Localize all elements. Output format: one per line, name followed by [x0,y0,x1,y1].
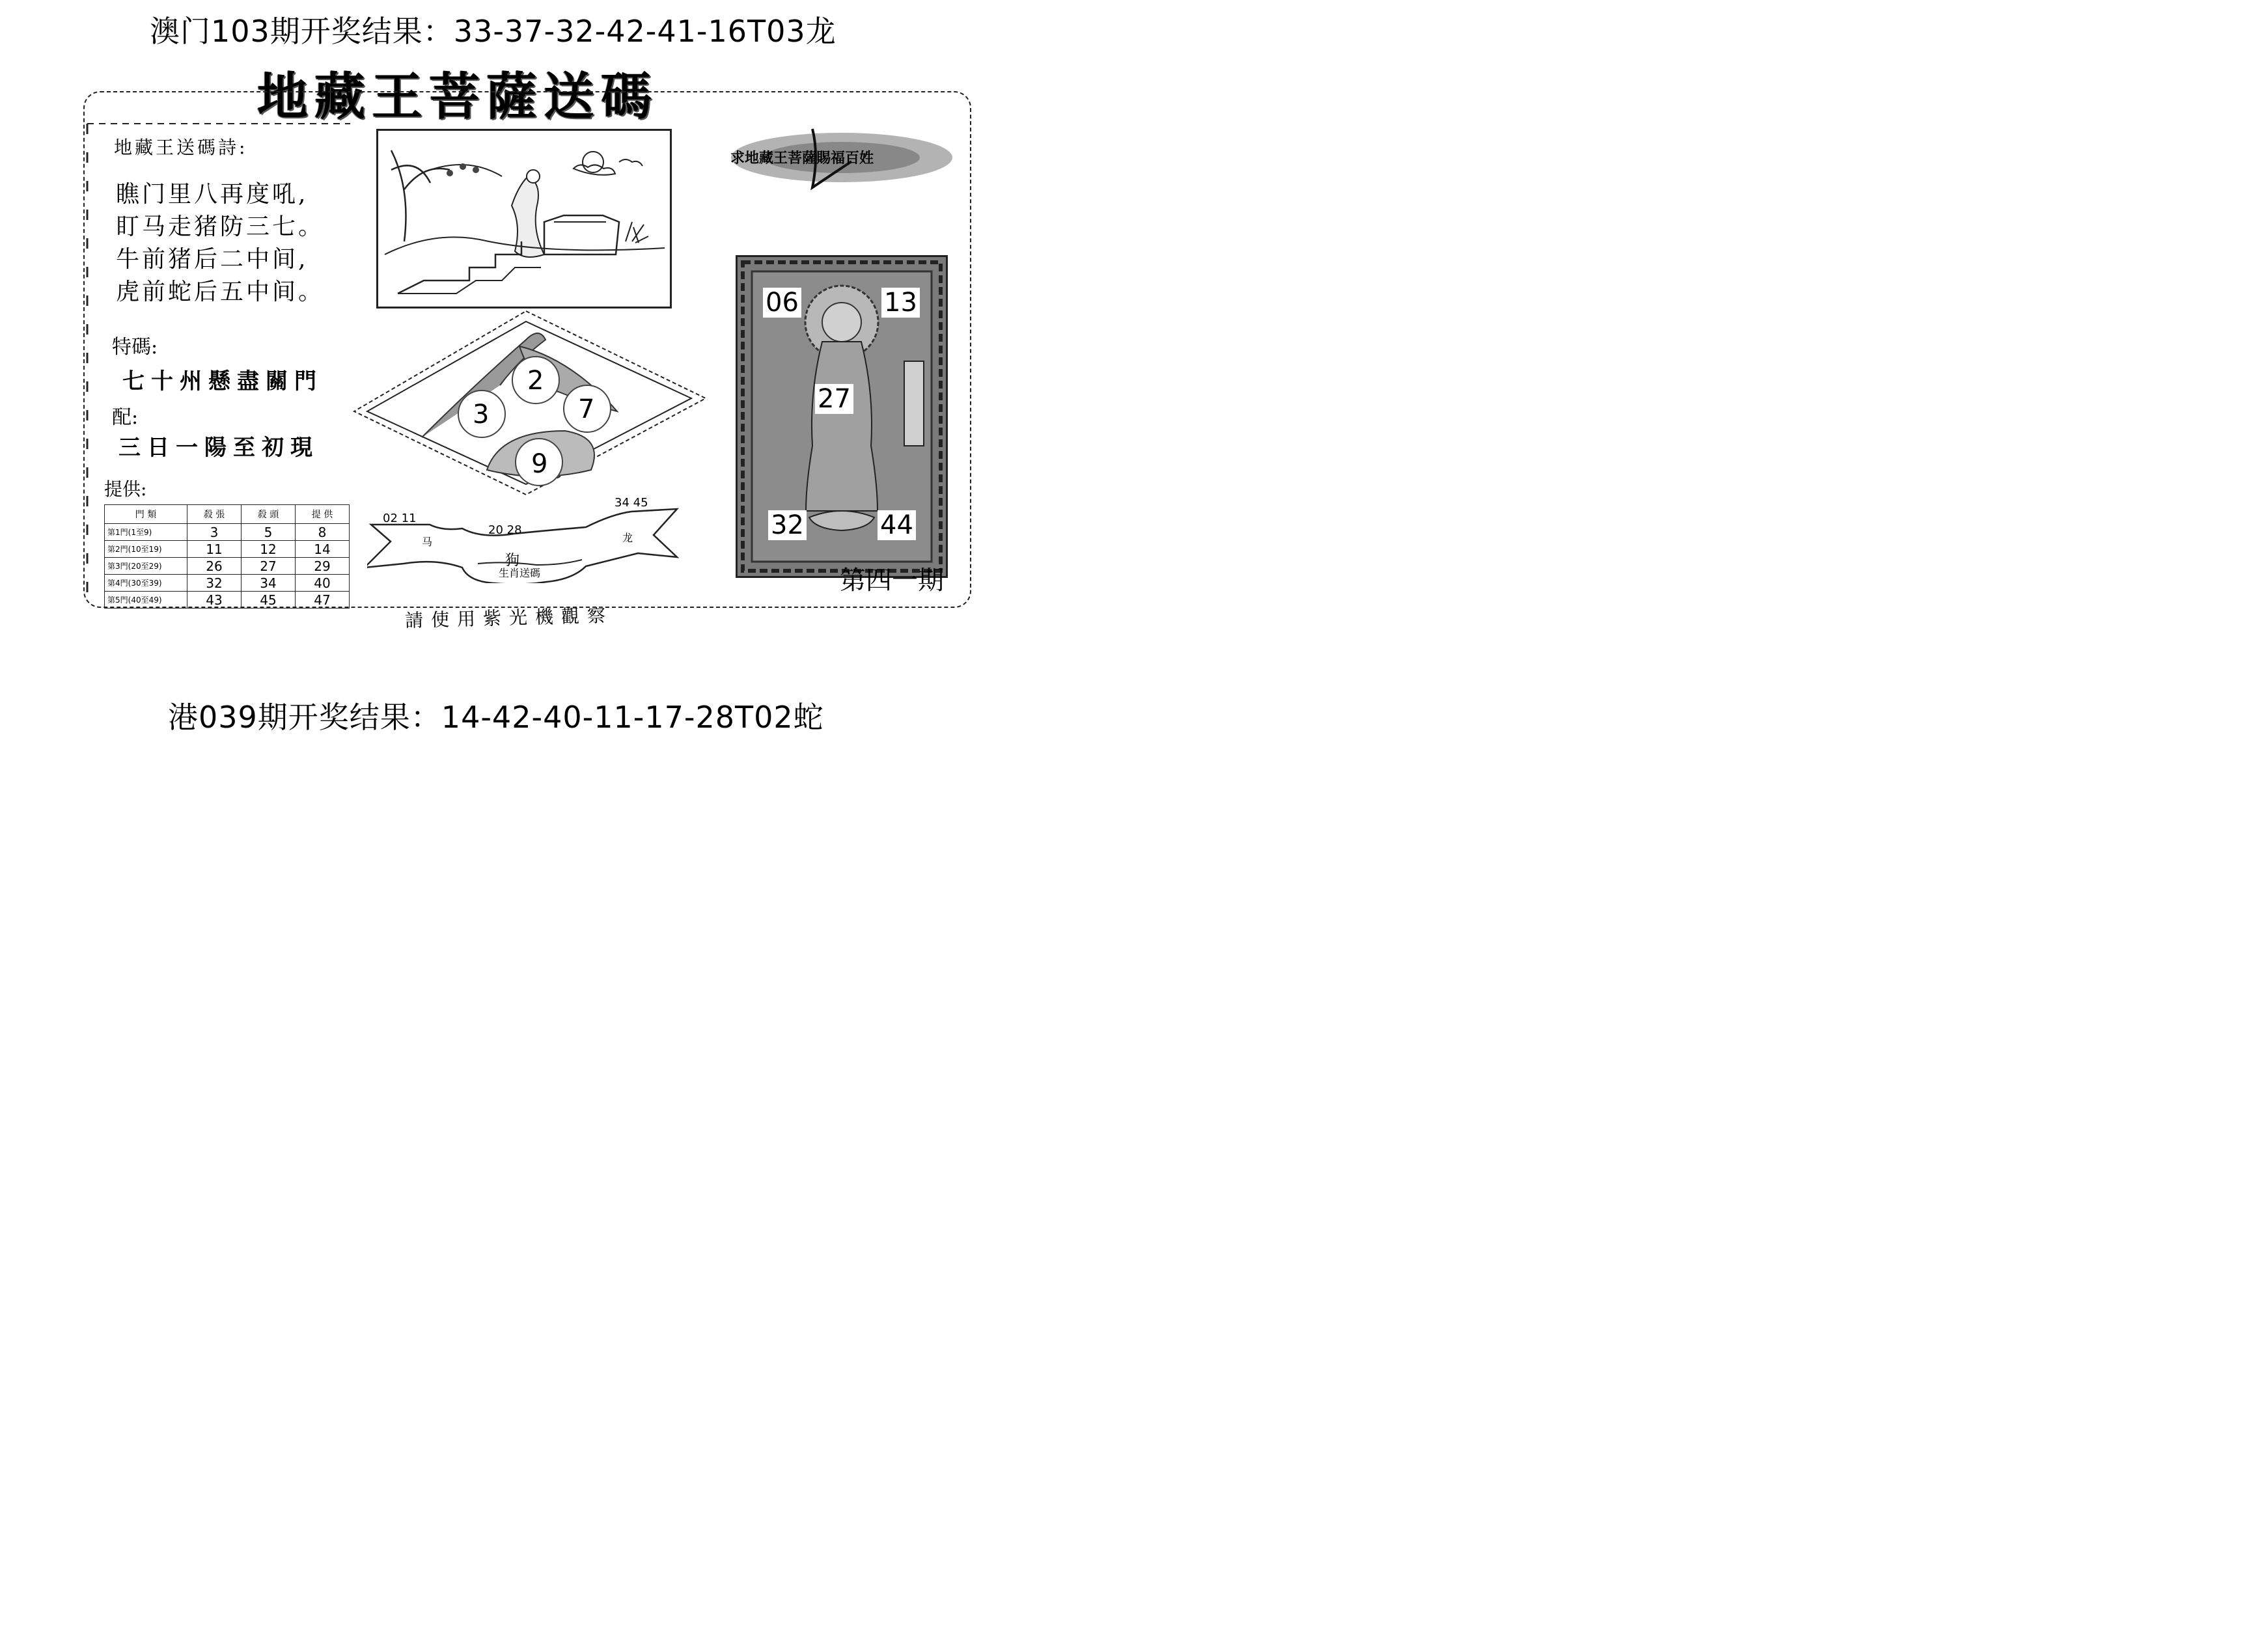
table-cell: 43 [187,592,242,609]
table-header: 門 類 [105,505,187,524]
table-row [105,541,350,558]
table-header: 提 供 [296,505,350,524]
supply-table [104,504,350,609]
table-row [105,558,350,575]
match-label: 配: [112,406,139,429]
diamond-number-3: 3 [473,400,490,430]
table-header: 殺 張 [187,505,242,524]
table-cell: 3 [187,524,242,541]
diamond-number-7: 7 [578,394,595,424]
special-code-label: 特碼: [112,336,158,359]
issue-number: 第四一期 [840,566,944,596]
table-cell: 5 [242,524,296,541]
table-cell: 47 [296,592,350,609]
table-cell: 第5門(40至49) [105,592,187,609]
table-header: 殺 頭 [242,505,296,524]
buddha-number-center: 27 [815,384,853,414]
bottom-lottery-result: 港039期开奖结果：14-42-40-11-17-28T02蛇 [168,700,824,735]
table-row [105,524,350,541]
zodiac-right-numbers: 34 45 [615,496,648,510]
table-row [105,592,350,609]
table-header-row [105,505,350,524]
top-lottery-result: 澳门103期开奖结果：33-37-32-42-41-16T03龙 [150,14,837,49]
page-title: 地藏王菩薩送碼 [257,67,659,126]
table-cell: 第4門(30至39) [105,575,187,592]
zodiac-left-animal: 马 [422,536,433,548]
zodiac-left-numbers: 02 11 [383,512,417,525]
zodiac-caption: 生肖送碼 [499,567,541,579]
table-cell: 第2門(10至19) [105,541,187,558]
buddha-number-bottom-left: 32 [768,510,807,540]
prayer-text: 求地藏王菩薩賜福百姓 [730,150,874,167]
special-code-value: 七十州懸盡關門 [122,368,323,394]
table-cell: 32 [187,575,242,592]
table-cell: 29 [296,558,350,575]
table-cell: 40 [296,575,350,592]
supply-label: 提供: [104,478,147,500]
table-cell: 12 [242,541,296,558]
table-cell: 11 [187,541,242,558]
buddha-number-top-left: 06 [763,288,801,318]
uv-light-note: 請使用紫光機觀察 [404,604,614,632]
table-cell: 34 [242,575,296,592]
match-value: 三日一陽至初現 [118,435,319,461]
table-cell: 45 [242,592,296,609]
table-cell: 14 [296,541,350,558]
table-cell: 8 [296,524,350,541]
poem-line-1: 瞧门里八再度吼, [116,181,309,208]
zodiac-center-animal: 狗 [505,553,520,569]
poem-line-3: 牛前猪后二中间, [116,246,309,273]
table-row [105,575,350,592]
scene-illustration [376,129,672,308]
table-cell: 第3門(20至29) [105,558,187,575]
diamond-number-9: 9 [531,449,548,479]
poem-line-2: 盯马走猪防三七。 [116,213,325,240]
scene-drawing [378,131,670,307]
buddha-number-bottom-right: 44 [878,510,916,540]
table-cell: 26 [187,558,242,575]
table-cell: 27 [242,558,296,575]
zodiac-middle-numbers: 20 28 [488,523,522,537]
table-cell: 第1門(1至9) [105,524,187,541]
poem-title: 地藏王送碼詩: [114,137,248,158]
diamond-number-2: 2 [527,366,544,396]
poem-line-4: 虎前蛇后五中间。 [116,279,325,305]
diamond-panel [350,307,710,500]
buddha-number-top-right: 13 [881,288,920,318]
zodiac-right-animal: 龙 [622,532,633,544]
